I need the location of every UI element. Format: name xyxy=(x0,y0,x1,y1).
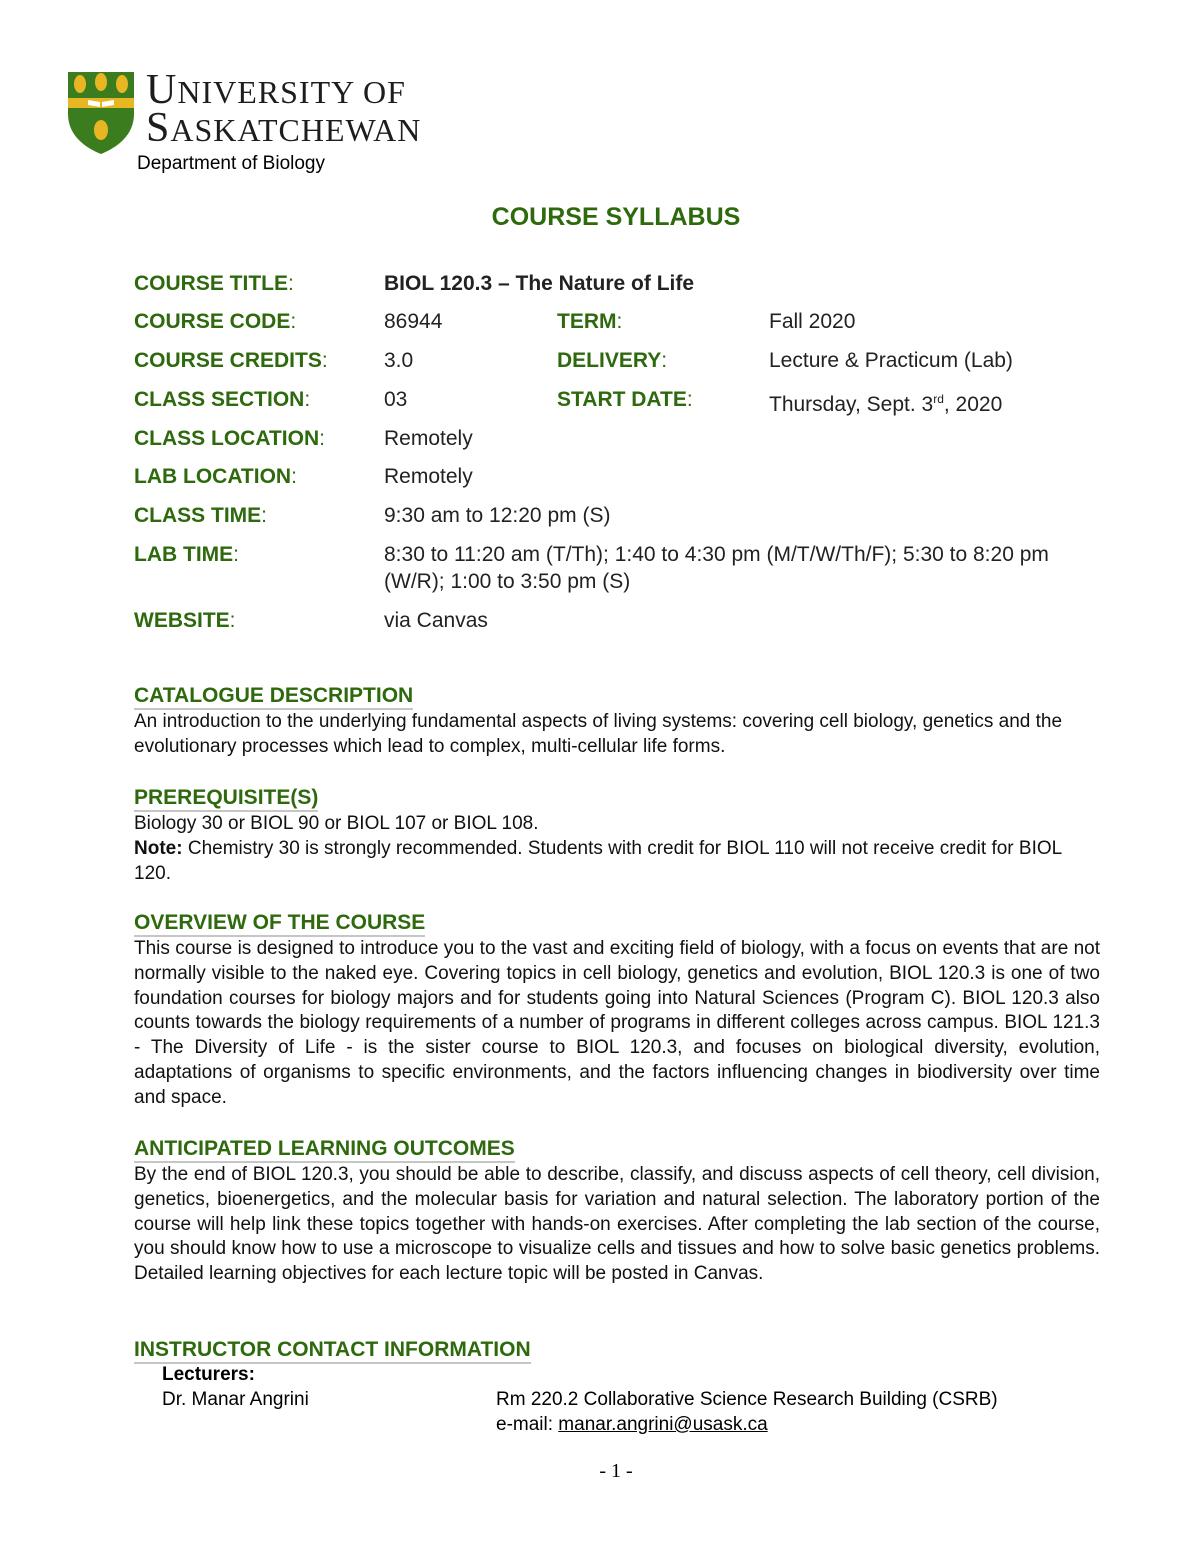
website-label: WEBSITE xyxy=(134,609,230,632)
note-label: Note: xyxy=(134,837,183,859)
university-name xyxy=(146,67,422,151)
department-name: Department of Biology xyxy=(137,153,325,174)
class-section-value: 03 xyxy=(384,388,408,411)
email-label: e-mail: xyxy=(496,1414,559,1435)
lab-time-label: LAB TIME xyxy=(134,543,234,566)
course-credits-label: COURSE CREDITS xyxy=(134,349,322,372)
instructor-room: Rm 220.2 Collaborative Science Research Building (CSRB) xyxy=(496,1389,998,1410)
note-text: Chemistry 30 is strongly recommended. Students with credit for BIOL 110 will not receive credit for BIOL 120. xyxy=(134,837,1062,884)
delivery-label: DELIVERY xyxy=(557,349,662,372)
overview-text: This course is designed to introduce you to the vast and exciting field of biology, with a focus on events that are not normally visible to the naked eye. Covering topics in cell biology, genetics and evolution, BIOL 120.3 is one of two foundation courses for biology majors and for students going into Natural Sciences (Program C). BIOL 120.3 also counts towards the biology requirements of a number of programs in different colleges across campus. BIOL 121.3 - The Diversity of Life - is the sister course to BIOL 120.3, and focuses on biological diversity, evolution, adaptations of organisms to specific environments, and the factors influencing changes in biodiversity over time and space. xyxy=(134,938,1100,1108)
course-title-label: COURSE TITLE xyxy=(134,272,289,295)
university-name-line2: SASKATCHEWAN xyxy=(146,105,422,151)
course-code-label: COURSE CODE xyxy=(134,310,291,333)
delivery-value: Lecture & Practicum (Lab) xyxy=(769,349,1013,372)
class-section-label: CLASS SECTION xyxy=(134,388,305,411)
catalogue-heading: CATALOGUE DESCRIPTION xyxy=(134,684,413,710)
prerequisites-note xyxy=(134,837,1100,887)
university-logo xyxy=(66,67,446,160)
catalogue-text: An introduction to the underlying fundamental aspects of living systems: covering cell biology, genetics and the evolutionary processes which lead to complex, multi-cellular life forms. xyxy=(134,711,1063,757)
term-value: Fall 2020 xyxy=(769,310,856,333)
course-credits-value: 3.0 xyxy=(384,349,414,372)
document-title: COURSE SYLLABUS xyxy=(491,203,741,231)
class-location-label: CLASS LOCATION xyxy=(134,427,320,450)
prerequisites-text: Biology 30 or BIOL 90 or BIOL 107 or BIOL 108. xyxy=(134,813,539,834)
course-title-value: BIOL 120.3 – The Nature of Life xyxy=(384,272,695,295)
lab-time-value: 8:30 to 11:20 am (T/Th); 1:40 to 4:30 pm (M/T/W/Th/F); 5:30 to 8:20 pm (W/R); 1:00 to 3:50 pm (S) xyxy=(384,543,1049,593)
instructor-heading: INSTRUCTOR CONTACT INFORMATION xyxy=(134,1338,531,1364)
outcomes-text: By the end of BIOL 120.3, you should be able to describe, classify, and discuss aspects of cell theory, cell division, genetics, bioenergetics, and the molecular basis for variation and natural selection. The laboratory portion of the course will help link these topics together with hands-on exercises. After completing the lab section of the course, you should know how to use a microscope to visualize cells and tissues and how to solve basic genetics problems. Detailed learning objectives for each lecture topic will be posted in Canvas. xyxy=(134,1164,1100,1285)
class-time-value: 9:30 am to 12:20 pm (S) xyxy=(384,504,611,527)
lecturers-label: Lecturers: xyxy=(162,1364,255,1385)
instructor-name: Dr. Manar Angrini xyxy=(162,1389,309,1410)
prerequisites-heading: PREREQUISITE(S) xyxy=(134,786,318,812)
outcomes-heading: ANTICIPATED LEARNING OUTCOMES xyxy=(134,1137,515,1163)
lab-location-value: Remotely xyxy=(384,465,473,488)
class-time-label: CLASS TIME xyxy=(134,504,262,527)
class-location-value: Remotely xyxy=(384,427,473,450)
website-value: via Canvas xyxy=(384,609,488,632)
page-number: - 1 - xyxy=(599,1460,633,1482)
term-label: TERM xyxy=(557,310,617,333)
email-link[interactable]: manar.angrini@usask.ca xyxy=(558,1414,768,1435)
university-crest-icon xyxy=(66,70,136,156)
course-code-value: 86944 xyxy=(384,310,443,333)
start-date-value: Thursday, Sept. 3rd, 2020 xyxy=(769,392,1003,416)
lab-location-label: LAB LOCATION xyxy=(134,465,292,488)
start-date-label: START DATE xyxy=(557,388,687,411)
university-name-line1: UNIVERSITY OF xyxy=(146,67,406,113)
overview-heading: OVERVIEW OF THE COURSE xyxy=(134,911,425,937)
prerequisites-section xyxy=(134,812,1100,886)
instructor-email xyxy=(496,1414,768,1436)
